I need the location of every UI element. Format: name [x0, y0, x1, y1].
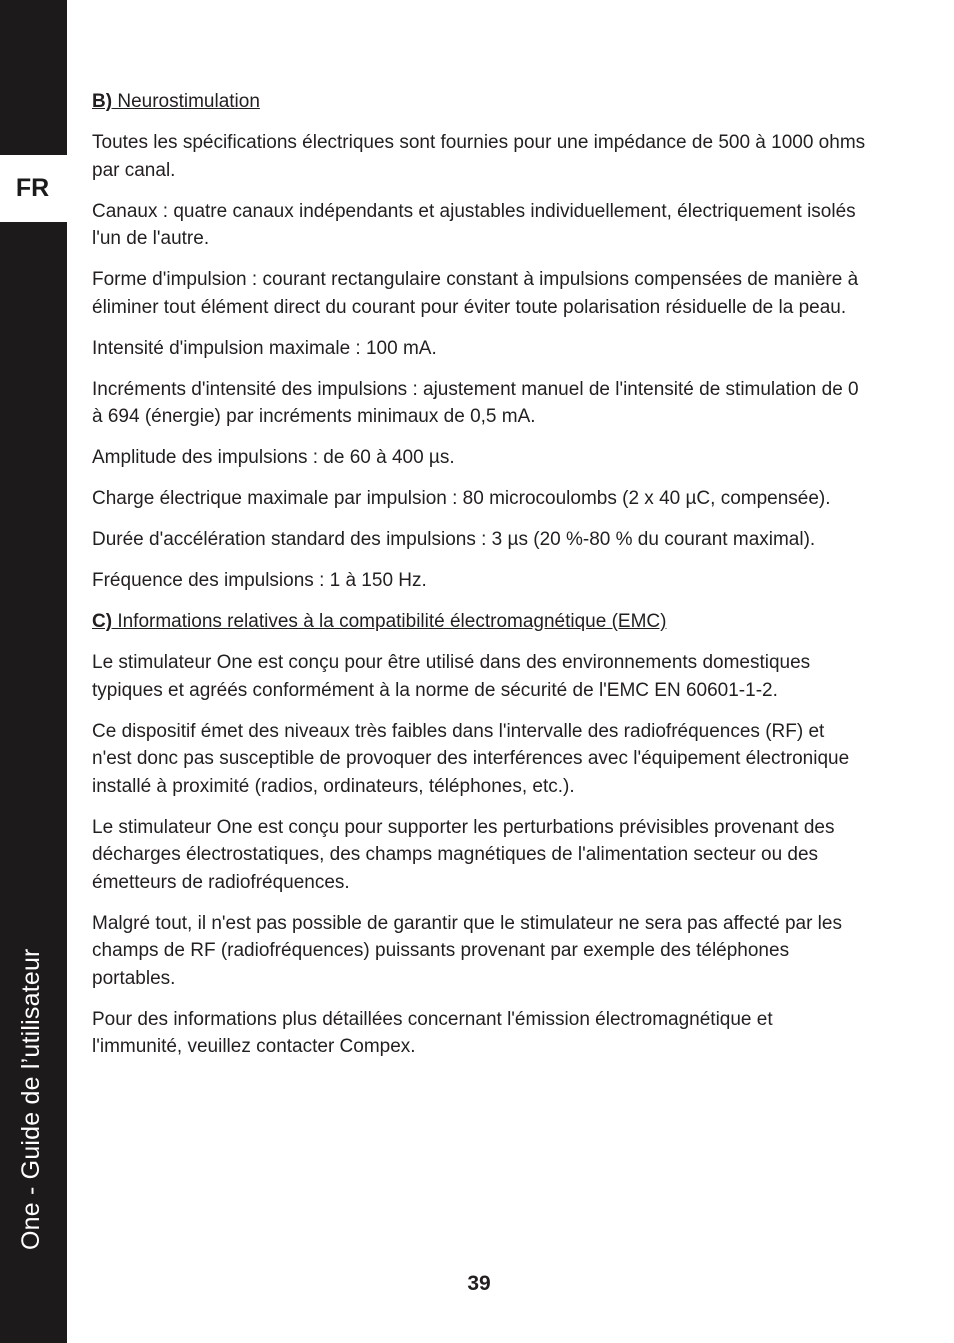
- paragraph: Intensité d'impulsion maximale : 100 mA.: [92, 337, 437, 359]
- page-number: 39: [467, 1272, 491, 1295]
- paragraph: Charge électrique maximale par impulsion : 80 microcoulombs (2 x 40 µC, compensée).: [92, 488, 831, 509]
- page-content: [92, 88, 867, 1074]
- paragraph: Ce dispositif émet des niveaux très faibles dans l'intervalle des radiofréquences (RF) et n'est donc pas susceptible de provoquer des interférences avec l'équipement électronique installé à proximité (radios, ordinateurs, téléphones, etc.).: [92, 720, 850, 797]
- document-title-vertical: One - Guide de l’utilisateur: [17, 948, 45, 1250]
- section-heading-b: [92, 88, 867, 116]
- section-title-b: Neurostimulation: [112, 91, 260, 112]
- paragraph: Amplitude des impulsions : de 60 à 400 µs.: [92, 447, 455, 468]
- paragraph: Le stimulateur One est conçu pour supporter les perturbations prévisibles provenant des décharges électrostatiques, des champs magnétiques de l'alimentation secteur ou des émetteurs de radiofréquences.: [92, 816, 835, 893]
- paragraph: Durée d'accélération standard des impulsions : 3 µs (20 %-80 % du courant maximal).: [92, 529, 816, 550]
- section-letter-c: C): [92, 611, 113, 632]
- paragraph: Incréments d'intensité des impulsions : ajustement manuel de l'intensité de stimulation de 0 à 694 (énergie) par incréments minimaux de 0,5 mA.: [92, 378, 859, 427]
- paragraph: Canaux : quatre canaux indépendants et ajustables individuellement, électriquement isolés l'un de l'autre.: [92, 200, 856, 249]
- language-tab: FR: [0, 155, 67, 222]
- section-title-c: Informations relatives à la compatibilité électromagnétique (EMC): [112, 611, 667, 632]
- paragraph: Malgré tout, il n'est pas possible de garantir que le stimulateur ne sera pas affecté par les champs de RF (radiofréquences) puissants provenant par exemple des téléphones portables.: [92, 912, 842, 989]
- sidebar: [0, 0, 67, 1343]
- paragraph: Pour des informations plus détaillées concernant l'émission électromagnétique et l'immunité, veuillez contacter Compex.: [92, 1008, 773, 1057]
- section-heading-c: [92, 608, 867, 636]
- paragraph: Toutes les spécifications électriques sont fournies pour une impédance de 500 à 1000 ohms par canal.: [92, 132, 866, 181]
- paragraph: Forme d'impulsion : courant rectangulaire constant à impulsions compensées de manière à éliminer tout élément direct du courant pour éviter toute polarisation résiduelle de la peau.: [92, 269, 859, 318]
- paragraph: Fréquence des impulsions : 1 à 150 Hz.: [92, 570, 427, 591]
- paragraph: Le stimulateur One est conçu pour être utilisé dans des environnements domestiques typiques et agréés conformément à la norme de sécurité de l'EMC EN 60601-1-2.: [92, 652, 811, 701]
- section-letter-b: B): [92, 91, 113, 112]
